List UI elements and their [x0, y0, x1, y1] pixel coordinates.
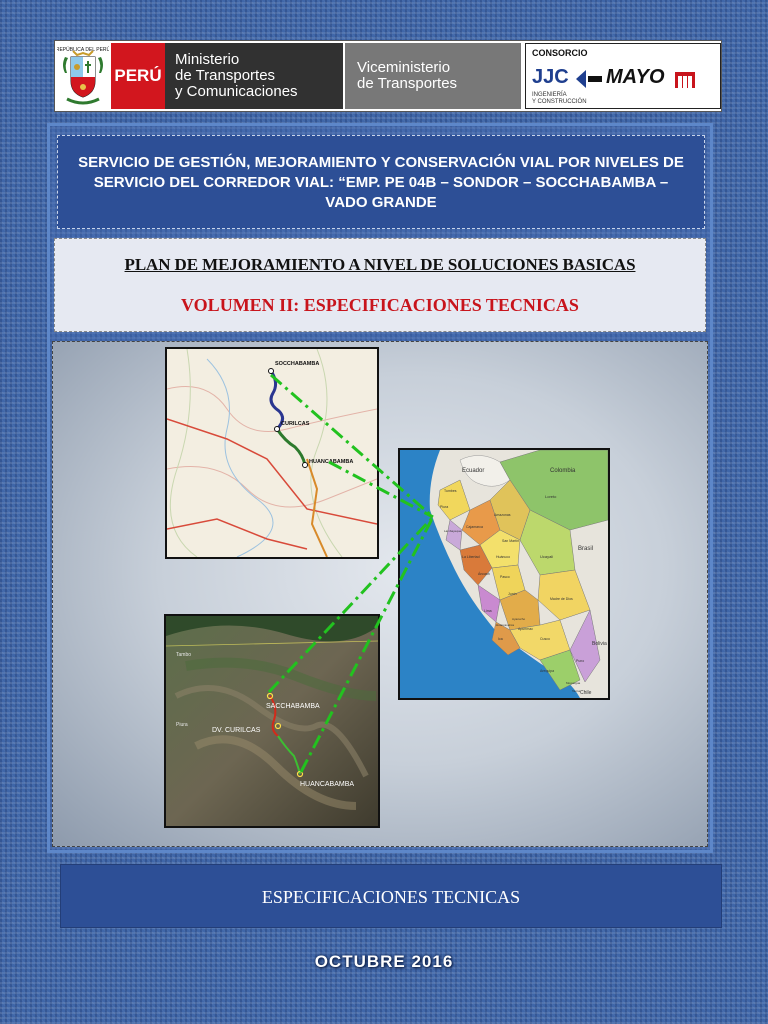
footer-title-panel	[60, 864, 722, 928]
map-connector-lines	[53, 342, 709, 848]
peru-label-ayacucho: Ayacucho	[512, 617, 526, 621]
viceministry-line-1: Viceministerio	[357, 59, 451, 76]
peru-label-san-martin: San Martín	[502, 539, 520, 543]
peru-label-ucayali: Ucayali	[540, 554, 554, 559]
service-title: SERVICIO DE GESTIÓN, MEJORAMIENTO Y CONSERVACIÓN VIAL POR NIVELES DE SERVICIO DEL CORREDOR VIAL: “EMP. PE 04B – SONDOR – SOCCHABAMBA – VADO GRANDE	[78, 154, 684, 211]
peru-label-tumbes: Tumbes	[444, 489, 457, 493]
peru-label-lambayeque: Lambayeque	[444, 529, 462, 533]
peru-regions-map	[398, 448, 610, 700]
viceministry-name	[345, 43, 521, 109]
road-location-map	[165, 347, 379, 559]
sat-label-small-1: Tambo	[176, 652, 192, 658]
ministry-line-1: Ministerio	[175, 51, 240, 68]
plan-panel	[54, 238, 706, 332]
sat-label-sacchabamba: SACCHABAMBA	[266, 703, 320, 710]
footer-title: ESPECIFICACIONES TECNICAS	[261, 887, 521, 907]
peru-label-tacna: Tacna	[572, 689, 581, 693]
sat-label-small-2: Piura	[176, 722, 188, 728]
consorcio-arrow-icon	[574, 68, 604, 90]
peru-label-huanuco: Huánuco	[496, 555, 511, 559]
jjc-subtitle-line-1: INGENIERÍA	[532, 92, 567, 98]
jjc-logo-text: JJC	[532, 66, 569, 88]
peru-label-brasil: Brasil	[578, 546, 594, 552]
jjc-subtitle-line-2: Y CONSTRUCCIÓN	[532, 99, 587, 105]
jjc-subtitle	[532, 92, 602, 106]
road-label-socchabamba: SOCCHABAMBA	[275, 361, 320, 367]
consorcio-logo	[525, 43, 721, 109]
peru-label-pasco: Pasco	[500, 575, 510, 579]
peru-label-huancavelica: Huancavelica	[496, 623, 515, 627]
peru-label-moquegua: Moquegua	[566, 681, 581, 685]
sat-label-huancabamba: HUANCABAMBA	[300, 781, 355, 788]
peru-label-bolivia: Bolivia	[592, 641, 607, 647]
satellite-route-map	[164, 614, 380, 828]
mayo-logo-text: MAYO	[606, 66, 665, 88]
peru-label-chile: Chile	[580, 690, 592, 696]
viceministry-line-2: de Transportes	[357, 75, 458, 92]
peru-label-junin: Junín	[508, 592, 517, 596]
peru-label-puno: Puno	[576, 659, 585, 663]
peru-label-apurimac: Apurímac	[518, 627, 533, 631]
crest-caption: REPÚBLICA DEL PERÚ	[57, 47, 109, 53]
road-label-huancabamba: HUANCABAMBA	[309, 459, 354, 465]
peru-label-la-libertad: La Libertad	[462, 555, 480, 559]
consorcio-label: CONSORCIO	[532, 48, 588, 58]
peru-label-madre-de-dios: Madre de Dios	[550, 597, 573, 601]
peru-label-piura: Piura	[440, 505, 449, 509]
road-label-curilcas: CURILCAS	[281, 421, 310, 427]
peru-label-loreto: Loreto	[545, 494, 557, 499]
peru-label-cusco: Cusco	[540, 637, 550, 641]
peru-coat-of-arms	[57, 43, 109, 109]
peru-label-ecuador: Ecuador	[462, 468, 485, 474]
plan-title: PLAN DE MEJORAMIENTO A NIVEL DE SOLUCIONES BASICAS	[124, 255, 636, 274]
peru-label-arequipa: Arequipa	[540, 669, 555, 673]
location-maps-panel	[52, 341, 708, 847]
peru-brand: PERÚ	[111, 43, 165, 109]
publication-date: OCTUBRE 2016	[314, 952, 454, 971]
volume-title: VOLUMEN II: ESPECIFICACIONES TECNICAS	[181, 295, 579, 315]
peru-label-colombia: Colombia	[550, 468, 576, 474]
peru-label-ancash: Áncash	[478, 572, 490, 576]
peru-label-lima: Lima	[484, 609, 492, 613]
mayo-emblem-icon	[674, 68, 696, 90]
ministry-line-3: y Comunicaciones	[175, 83, 298, 100]
peru-label-cajamarca: Cajamarca	[466, 525, 483, 529]
ministry-line-2: de Transportes	[175, 67, 276, 84]
peru-label-amazonas: Amazonas	[494, 513, 511, 517]
header-banner	[54, 40, 722, 112]
service-title-panel	[57, 135, 705, 229]
sat-label-dv-curilcas: DV. CURILCAS	[212, 727, 261, 734]
ministry-name	[165, 43, 343, 109]
peru-label-ica: Ica	[498, 637, 503, 641]
